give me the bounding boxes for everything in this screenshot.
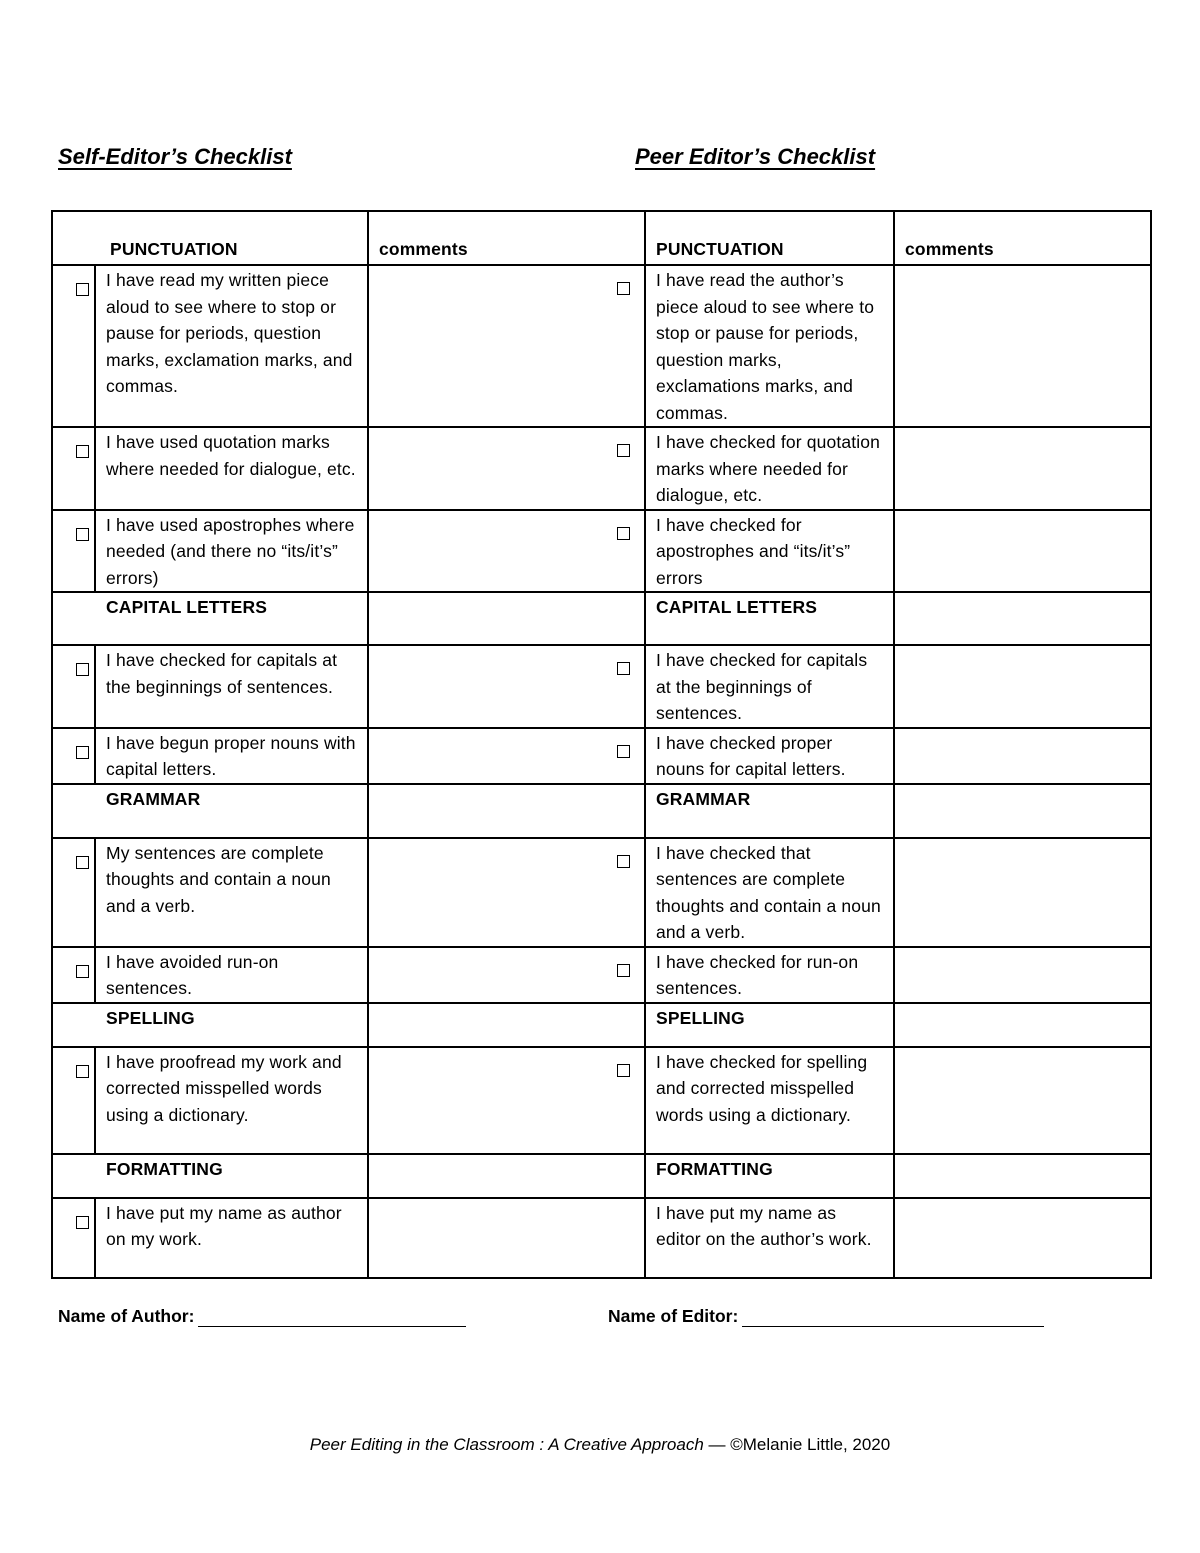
peer-comment-cell[interactable]	[894, 784, 1151, 838]
peer-item-cell	[645, 265, 894, 427]
self-comment-cell[interactable]	[368, 838, 645, 947]
self-checkbox[interactable]	[76, 445, 89, 458]
peer-item-text: I have checked for capitals at the beginnings of sentences.	[656, 650, 868, 723]
peer-comment-cell[interactable]	[894, 1154, 1151, 1198]
peer-checkbox[interactable]	[617, 527, 630, 540]
self-comment-cell[interactable]	[368, 784, 645, 838]
footer-book-title: Peer Editing in the Classroom : A Creative Approach	[309, 1435, 704, 1454]
self-section-heading: GRAMMAR	[52, 784, 368, 838]
peer-comment-cell[interactable]	[894, 1198, 1151, 1278]
self-item-text: I have used quotation marks where needed for dialogue, etc.	[95, 427, 368, 510]
peer-comment-cell[interactable]	[894, 838, 1151, 947]
peer-comment-cell[interactable]	[894, 645, 1151, 728]
checklist-row	[52, 1047, 1151, 1154]
editor-name-blank[interactable]	[742, 1306, 1044, 1327]
self-item-text: My sentences are complete thoughts and contain a noun and a verb.	[95, 838, 368, 947]
peer-item-text: I have checked for spelling and corrected misspelled words using a dictionary.	[656, 1051, 868, 1125]
peer-section-heading: FORMATTING	[645, 1154, 894, 1198]
self-item-text: I have checked for capitals at the beginnings of sentences.	[95, 645, 368, 728]
peer-checkbox[interactable]	[617, 662, 630, 675]
self-checkbox-cell	[52, 265, 95, 427]
peer-item-text: I have put my name as editor on the author’s work.	[656, 1202, 872, 1249]
self-comment-cell[interactable]	[368, 1154, 645, 1198]
peer-item-text: I have checked for run-on sentences.	[656, 951, 859, 998]
peer-comment-cell[interactable]	[894, 1003, 1151, 1047]
peer-item-text: I have checked that sentences are complete thoughts and contain a noun and a verb.	[656, 842, 881, 942]
peer-checkbox[interactable]	[617, 855, 630, 868]
self-comment-cell[interactable]	[368, 728, 645, 784]
author-name-blank[interactable]	[198, 1306, 466, 1327]
self-comment-cell[interactable]	[368, 510, 645, 593]
peer-comment-cell[interactable]	[894, 592, 1151, 645]
self-checkbox[interactable]	[76, 856, 89, 869]
self-checkbox-cell	[52, 947, 95, 1003]
peer-checkbox[interactable]	[617, 1064, 630, 1077]
peer-comment-cell[interactable]	[894, 265, 1151, 427]
section-row	[52, 1154, 1151, 1198]
peer-comments-heading: comments	[894, 211, 1151, 265]
peer-item-text: I have checked for apostrophes and “its/it’s” errors	[656, 514, 851, 588]
self-checkbox-cell	[52, 427, 95, 510]
peer-item-cell	[645, 427, 894, 510]
self-comment-cell[interactable]	[368, 265, 645, 427]
checklist-row	[52, 947, 1151, 1003]
peer-item-cell	[645, 728, 894, 784]
self-checkbox[interactable]	[76, 1065, 89, 1078]
self-checkbox-cell	[52, 510, 95, 593]
self-comment-cell[interactable]	[368, 1198, 645, 1278]
peer-checkbox[interactable]	[617, 282, 630, 295]
self-checkbox-cell	[52, 645, 95, 728]
author-name-label: Name of Author:	[58, 1306, 195, 1326]
peer-section-heading: PUNCTUATION	[645, 211, 894, 265]
self-comment-cell[interactable]	[368, 645, 645, 728]
self-section-heading: PUNCTUATION	[52, 211, 368, 265]
self-item-text: I have begun proper nouns with capital letters.	[95, 728, 368, 784]
self-section-heading: FORMATTING	[52, 1154, 368, 1198]
self-checkbox[interactable]	[76, 1216, 89, 1229]
self-checklist-title: Self-Editor’s Checklist	[58, 144, 292, 169]
section-row	[52, 1003, 1151, 1047]
self-comment-cell[interactable]	[368, 1047, 645, 1154]
footer-copyright: ©Melanie Little, 2020	[730, 1435, 891, 1454]
checklist-row	[52, 265, 1151, 427]
peer-section-heading: CAPITAL LETTERS	[645, 592, 894, 645]
self-checkbox[interactable]	[76, 965, 89, 978]
editor-name-label: Name of Editor:	[608, 1306, 739, 1326]
peer-item-text: I have checked for quotation marks where needed for dialogue, etc.	[656, 432, 881, 505]
peer-comment-cell[interactable]	[894, 728, 1151, 784]
author-name-line	[58, 1306, 466, 1327]
peer-comment-cell[interactable]	[894, 1047, 1151, 1154]
peer-checkbox[interactable]	[617, 745, 630, 758]
self-checkbox[interactable]	[76, 528, 89, 541]
self-item-text: I have used apostrophes where needed (and there no “its/it’s” errors)	[95, 510, 368, 593]
peer-checklist-title: Peer Editor’s Checklist	[635, 144, 876, 169]
self-section-heading: CAPITAL LETTERS	[52, 592, 368, 645]
peer-item-cell	[645, 838, 894, 947]
peer-item-cell	[645, 510, 894, 593]
editor-name-line	[608, 1306, 1044, 1327]
self-comment-cell[interactable]	[368, 592, 645, 645]
self-comment-cell[interactable]	[368, 1003, 645, 1047]
peer-item-cell	[645, 645, 894, 728]
editing-checklist-table	[51, 210, 1152, 1279]
checklist-row	[52, 427, 1151, 510]
peer-comment-cell[interactable]	[894, 510, 1151, 593]
self-item-text: I have avoided run-on sentences.	[95, 947, 368, 1003]
self-section-heading: SPELLING	[52, 1003, 368, 1047]
self-comment-cell[interactable]	[368, 427, 645, 510]
self-item-text: I have proofread my work and corrected misspelled words using a dictionary.	[95, 1047, 368, 1154]
self-comments-heading: comments	[368, 211, 645, 265]
peer-section-heading: SPELLING	[645, 1003, 894, 1047]
self-checkbox-cell	[52, 728, 95, 784]
peer-item-cell	[645, 1198, 894, 1278]
checklist-row	[52, 838, 1151, 947]
section-row	[52, 592, 1151, 645]
self-comment-cell[interactable]	[368, 947, 645, 1003]
self-checkbox-cell	[52, 838, 95, 947]
peer-checkbox[interactable]	[617, 444, 630, 457]
peer-item-cell	[645, 1047, 894, 1154]
self-checkbox-cell	[52, 1047, 95, 1154]
self-item-text: I have read my written piece aloud to see where to stop or pause for periods, question marks, exclamation marks, and commas.	[95, 265, 368, 427]
page-footer	[0, 1435, 1200, 1455]
peer-item-cell	[645, 947, 894, 1003]
checklist-row	[52, 645, 1151, 728]
footer-dash: —	[703, 1435, 731, 1454]
self-checkbox-cell	[52, 1198, 95, 1278]
checklist-row	[52, 510, 1151, 593]
header-row	[52, 211, 1151, 265]
section-row	[52, 784, 1151, 838]
self-checkbox[interactable]	[76, 746, 89, 759]
peer-item-text: I have read the author’s piece aloud to see where to stop or pause for periods, question marks, exclamations marks, and commas.	[656, 270, 875, 423]
checklist-row	[52, 1198, 1151, 1278]
checklist-row	[52, 728, 1151, 784]
self-checkbox[interactable]	[76, 663, 89, 676]
self-item-text: I have put my name as author on my work.	[95, 1198, 368, 1278]
peer-section-heading: GRAMMAR	[645, 784, 894, 838]
peer-comment-cell[interactable]	[894, 427, 1151, 510]
peer-checkbox[interactable]	[617, 964, 630, 977]
peer-item-text: I have checked proper nouns for capital letters.	[656, 732, 846, 779]
peer-comment-cell[interactable]	[894, 947, 1151, 1003]
self-checkbox[interactable]	[76, 283, 89, 296]
